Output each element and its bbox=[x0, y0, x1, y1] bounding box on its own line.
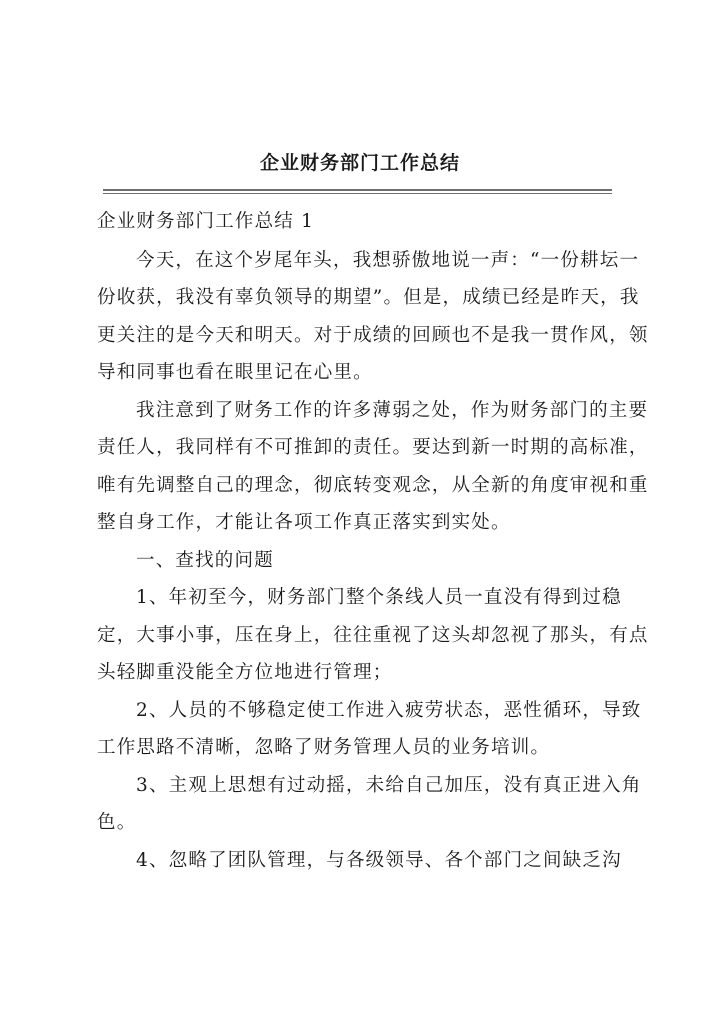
paragraph-line: 责任人，我同样有不可推卸的责任。要达到新一时期的高标准， bbox=[97, 437, 649, 458]
paragraph-line: 份收获，我没有辜负领导的期望”。但是，成绩已经是昨天，我 bbox=[97, 287, 640, 308]
paragraph-line: 1、年初至今，财务部门整个条线人员一直没有得到过稳 bbox=[136, 587, 622, 608]
subsection-heading: 一、查找的问题 bbox=[136, 550, 274, 571]
paragraph-line: 导和同事也看在眼里记在心里。 bbox=[97, 362, 373, 383]
paragraph-line: 4、忽略了团队管理，与各级领导、各个部门之间缺乏沟 bbox=[136, 850, 622, 871]
title-divider bbox=[103, 189, 612, 194]
paragraph-line: 今天，在这个岁尾年头，我想骄傲地说一声：“一份耕坛一 bbox=[136, 250, 640, 271]
paragraph-line: 色。 bbox=[97, 812, 137, 833]
paragraph-line: 整自身工作，才能让各项工作真正落实到实处。 bbox=[97, 512, 511, 533]
paragraph-line: 唯有先调整自己的理念，彻底转变观念，从全新的角度审视和重 bbox=[97, 475, 649, 496]
document-title: 企业财务部门工作总结 bbox=[259, 152, 460, 174]
paragraph-line: 2、人员的不够稳定使工作进入疲劳状态，恶性循环，导致 bbox=[136, 700, 642, 721]
paragraph-line: 更关注的是今天和明天。对于成绩的回顾也不是我一贯作风，领 bbox=[97, 325, 649, 346]
paragraph-line: 我注意到了财务工作的许多薄弱之处，作为财务部门的主要 bbox=[136, 400, 649, 421]
paragraph-line: 头轻脚重没能全方位地进行管理； bbox=[97, 662, 393, 683]
section-heading: 企业财务部门工作总结 1 bbox=[97, 211, 315, 232]
paragraph-line: 3、主观上思想有过动摇，未给自己加压，没有真正进入角 bbox=[136, 775, 642, 796]
paragraph-line: 定，大事小事，压在身上，往往重视了这头却忽视了那头，有点 bbox=[97, 625, 649, 646]
paragraph-line: 工作思路不清晰，忽略了财务管理人员的业务培训。 bbox=[97, 737, 551, 758]
